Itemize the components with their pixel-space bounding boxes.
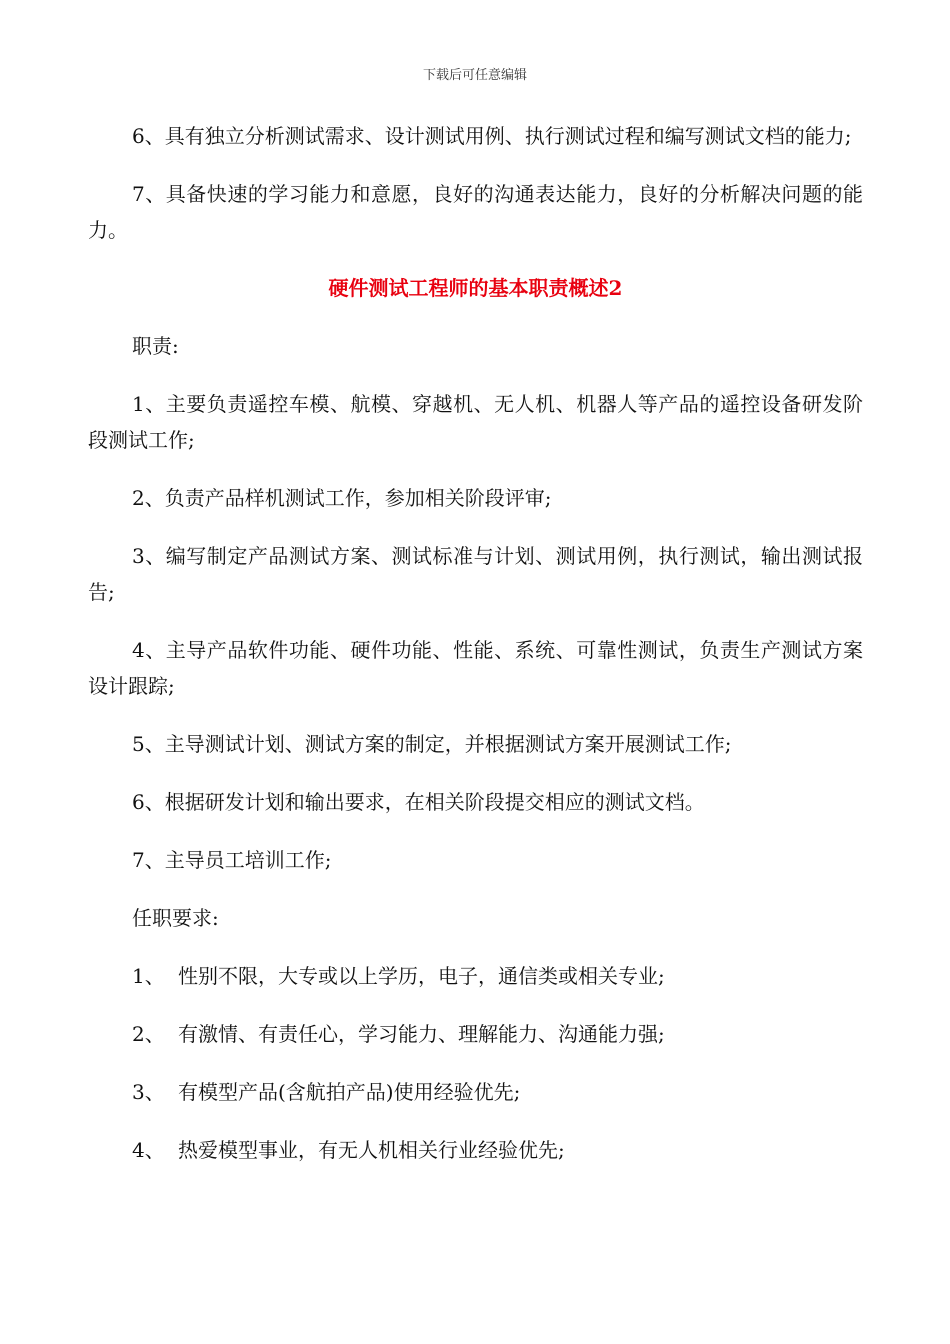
requirement-text: 热爱模型事业，有无人机相关行业经验优先;	[178, 1138, 565, 1162]
requirement-item-2	[88, 1016, 863, 1052]
requirement-item-4	[88, 1132, 863, 1168]
requirement-text: 有激情、有责任心，学习能力、理解能力、沟通能力强;	[178, 1022, 665, 1046]
duty-item-3: 3、编写制定产品测试方案、测试标准与计划、测试用例，执行测试，输出测试报告;	[88, 544, 863, 604]
intro-item-7: 7、具备快速的学习能力和意愿，良好的沟通表达能力，良好的分析解决问题的能力。	[88, 182, 863, 242]
intro-item-6: 6、具有独立分析测试需求、设计测试用例、执行测试过程和编写测试文档的能力;	[132, 124, 852, 148]
section-title: 硬件测试工程师的基本职责概述2	[328, 276, 623, 300]
duty-item-5: 5、主导测试计划、测试方案的制定，并根据测试方案开展测试工作;	[132, 732, 732, 756]
duty-item-6: 6、根据研发计划和输出要求，在相关阶段提交相应的测试文档。	[132, 790, 705, 814]
duties-heading: 职责:	[132, 334, 179, 358]
page-header: 下载后可任意编辑	[422, 68, 527, 83]
requirement-item-3	[88, 1074, 863, 1110]
duty-item-1: 1、主要负责遥控车模、航模、穿越机、无人机、机器人等产品的遥控设备研发阶段测试工作;	[88, 392, 863, 452]
requirement-text: 性别不限，大专或以上学历，电子，通信类或相关专业;	[178, 964, 665, 988]
requirement-number: 2、	[132, 1022, 165, 1046]
requirement-item-1	[88, 958, 863, 994]
requirements-heading: 任职要求:	[132, 906, 219, 930]
duty-item-2: 2、负责产品样机测试工作，参加相关阶段评审;	[132, 486, 552, 510]
requirement-number: 4、	[132, 1138, 165, 1162]
document-body	[88, 118, 863, 1190]
duty-item-4: 4、主导产品软件功能、硬件功能、性能、系统、可靠性测试，负责生产测试方案设计跟踪;	[88, 638, 863, 698]
duty-item-7: 7、主导员工培训工作;	[132, 848, 332, 872]
requirement-text: 有模型产品(含航拍产品)使用经验优先;	[178, 1080, 521, 1104]
requirement-number: 3、	[132, 1080, 165, 1104]
requirement-number: 1、	[132, 964, 165, 988]
